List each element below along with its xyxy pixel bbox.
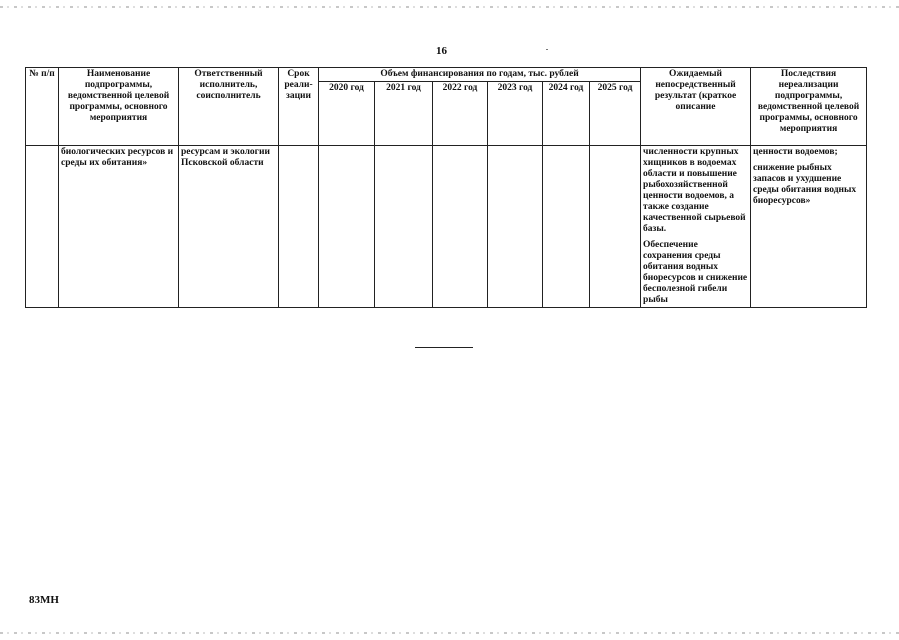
cell-consequences bbox=[751, 146, 867, 308]
cell-num bbox=[26, 146, 59, 308]
header-year-2025: 2025 год bbox=[590, 82, 641, 146]
header-funding-group: Объем финансирования по годам, тыс. рублей bbox=[319, 68, 641, 82]
header-result: Ожидаемый непосредственный результат (краткое описание bbox=[641, 68, 751, 146]
result-paragraph-1: численности крупных хищников в водоемах области и повышение рыбохозяйственной ценности водоемов, а также создание качественной сырьевой базы. bbox=[643, 147, 746, 234]
cell-year-2021 bbox=[375, 146, 433, 308]
scan-edge-bottom bbox=[0, 632, 899, 634]
header-row-1 bbox=[26, 68, 867, 82]
cell-year-2024 bbox=[543, 146, 590, 308]
table-row bbox=[26, 146, 867, 308]
cell-term bbox=[279, 146, 319, 308]
cell-year-2020 bbox=[319, 146, 375, 308]
consequences-paragraph-1: ценности водоемов; bbox=[753, 147, 838, 157]
header-name: Наименование подпрограммы, ведомственной целевой программы, основного мероприятия bbox=[59, 68, 179, 146]
header-year-2022: 2022 год bbox=[433, 82, 488, 146]
header-num: № п/п bbox=[26, 68, 59, 146]
cell-year-2023 bbox=[488, 146, 543, 308]
header-year-2023: 2023 год bbox=[488, 82, 543, 146]
header-term: Срок реали-зации bbox=[279, 68, 319, 146]
result-paragraph-2: Обеспечение сохранения среды обитания водных биоресурсов и снижение бесполезной гибели рыбы bbox=[643, 240, 748, 305]
header-consequences: Последствия нереализации подпрограммы, ведомственной целевой программы, основного мероприятия bbox=[751, 68, 867, 146]
cell-year-2025 bbox=[590, 146, 641, 308]
document-code: 83МН bbox=[29, 594, 59, 606]
cell-result bbox=[641, 146, 751, 308]
header-year-2024: 2024 год bbox=[543, 82, 590, 146]
program-table bbox=[25, 67, 867, 308]
end-rule bbox=[415, 347, 473, 348]
cell-responsible: ресурсам и экологии Псковской области bbox=[179, 146, 279, 308]
header-year-2021: 2021 год bbox=[375, 82, 433, 146]
consequences-paragraph-2: снижение рыбных запасов и ухудшение среды обитания водных биоресурсов» bbox=[753, 163, 857, 206]
header-year-2020: 2020 год bbox=[319, 82, 375, 146]
scan-speck bbox=[546, 49, 548, 50]
cell-name: биологических ресурсов и среды их обитания» bbox=[59, 146, 179, 308]
header-responsible: Ответственный исполнитель, соисполнитель bbox=[179, 68, 279, 146]
scan-edge-top bbox=[0, 6, 899, 8]
cell-year-2022 bbox=[433, 146, 488, 308]
page-number: 16 bbox=[436, 45, 447, 57]
